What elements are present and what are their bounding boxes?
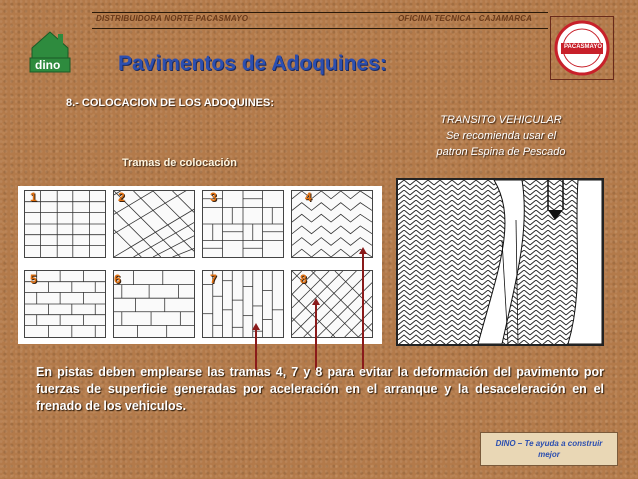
transit-note [404, 112, 598, 160]
header-line-top [92, 12, 548, 13]
diagonal-herringbone-pattern [114, 191, 194, 257]
header-line-bottom [92, 28, 548, 29]
pattern-tile-6 [113, 270, 195, 338]
offset-bond-pattern [114, 271, 194, 337]
pattern-number-1: 1 [30, 190, 37, 204]
header-right-text: OFICINA TECNICA - CAJAMARCA [398, 14, 533, 23]
pacasmayo-logo [550, 16, 614, 80]
pattern-number-2: 2 [118, 190, 125, 204]
header-left-text: DISTRIBUIDORA NORTE PACASMAYO [96, 14, 249, 23]
arrowhead-pattern-4 [359, 247, 367, 254]
pattern-tile-2 [113, 190, 195, 258]
arrow-pattern-4 [362, 254, 364, 370]
transit-line2: Se recomienda usar el [445, 130, 557, 142]
footer-line1: DINO – Te ayuda a construir [495, 439, 603, 448]
footer-line2: mejor [538, 450, 560, 459]
herringbone-road-illustration [396, 178, 604, 346]
dino-logo [28, 26, 72, 74]
body-paragraph: En pistas deben emplearse las tramas 4, 7 y 8 para evitar la deformación del pavimento por fuerzas de superficie generadas por aceleración en el arranque y la desaceleración en el frenado de los vehiculos. [36, 365, 604, 413]
dino-logo-text: dino [35, 58, 61, 72]
pattern-number-4: 4 [305, 190, 312, 204]
transit-title: TRANSITO VEHICULAR [440, 114, 562, 126]
arrowhead-pattern-7 [252, 323, 260, 330]
page-title: Pavimentos de Adoquines: [118, 52, 387, 75]
arrowhead-pattern-8 [312, 298, 320, 305]
fishbone-pattern-drawing [398, 180, 602, 344]
pacasmayo-logo-text: PACASMAYO [564, 44, 603, 50]
transit-line3: patron Espina de Pescado [436, 146, 566, 158]
arrow-pattern-8 [315, 305, 317, 370]
footer-tagline [480, 432, 618, 466]
tramas-label: Tramas de colocación [122, 157, 237, 169]
pattern-number-5: 5 [30, 272, 37, 286]
pattern-number-7: 7 [210, 272, 217, 286]
pattern-number-6: 6 [114, 272, 121, 286]
pattern-number-3: 3 [210, 190, 217, 204]
stretcher-pattern [25, 191, 105, 257]
running-bond-pattern [25, 271, 105, 337]
patterns-panel [18, 186, 382, 344]
section-heading: 8.- COLOCACION DE LOS ADOQUINES: [66, 97, 274, 109]
pattern-number-8: 8 [300, 272, 307, 286]
